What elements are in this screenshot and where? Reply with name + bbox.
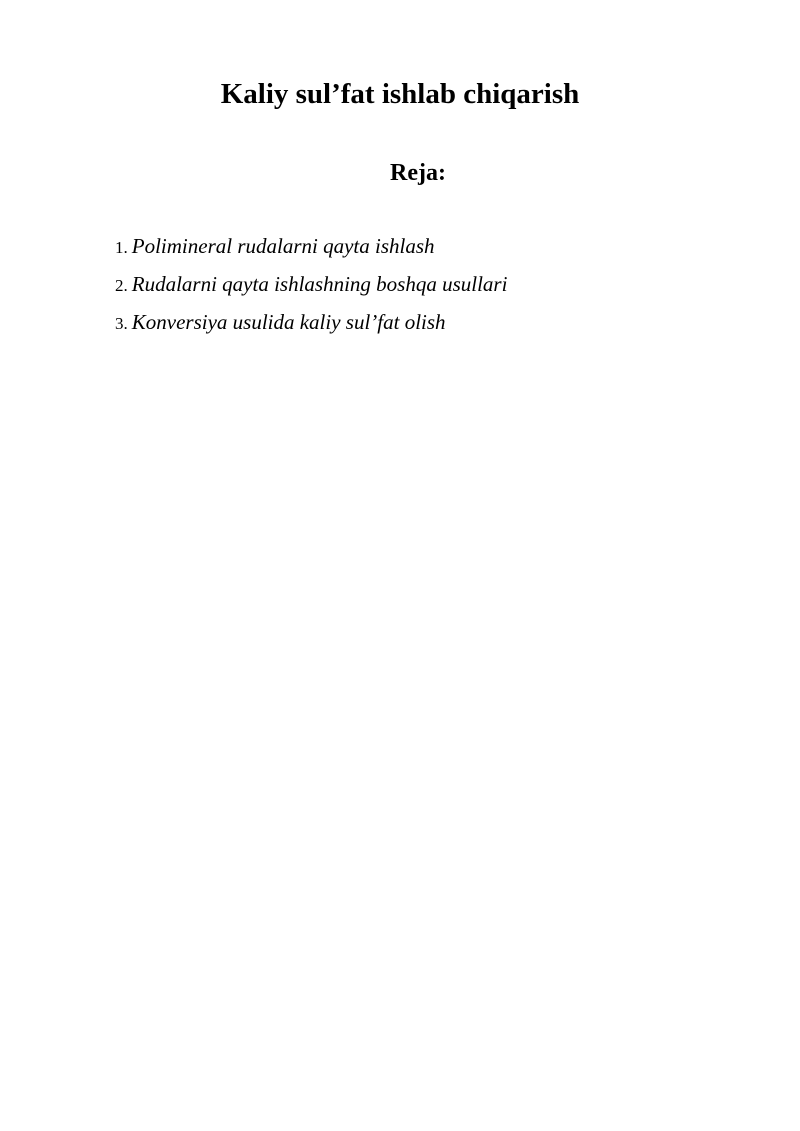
- plan-item-number: 3.: [115, 314, 128, 333]
- plan-item-text: Konversiya usulida kaliy sul’fat olish: [131, 310, 446, 334]
- plan-item-number: 1.: [115, 238, 128, 257]
- document-title: Kaliy sul’fat ishlab chiqarish: [220, 78, 580, 110]
- plan-heading: Reja:: [390, 160, 446, 186]
- plan-item: [115, 308, 507, 346]
- plan-list: [115, 232, 507, 346]
- plan-item: [115, 270, 507, 308]
- plan-item-number: 2.: [115, 276, 128, 295]
- plan-item: [115, 232, 507, 270]
- plan-item-text: Polimineral rudalarni qayta ishlash: [131, 234, 435, 258]
- plan-item-text: Rudalarni qayta ishlashning boshqa usullari: [131, 272, 508, 296]
